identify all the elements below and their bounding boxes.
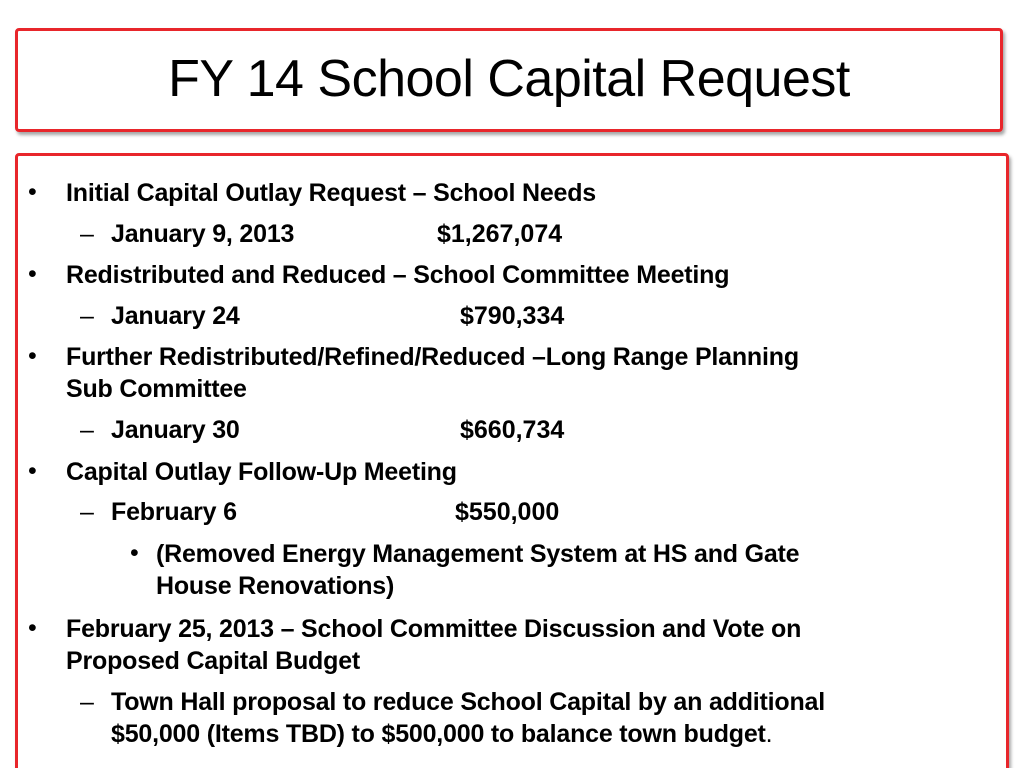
- bullet-icon: •: [28, 614, 37, 642]
- bullet-1: Initial Capital Outlay Request – School Needs: [66, 179, 597, 207]
- dash-icon: –: [80, 302, 94, 330]
- bullet-3-line-1: Further Redistributed/Refined/Reduced –Long Range Planning: [66, 343, 799, 371]
- bullet-3-line-2: Sub Committee: [66, 375, 247, 403]
- bullet-5-sub-line-1: Town Hall proposal to reduce School Capital by an additional: [111, 688, 826, 716]
- bullet-2-sub-date: January 24: [111, 302, 240, 330]
- bullet-5-line-2: Proposed Capital Budget: [66, 647, 361, 675]
- bullet-icon: •: [130, 539, 139, 567]
- dash-icon: –: [80, 416, 94, 444]
- bullet-icon: •: [28, 457, 37, 485]
- bullet-4: Capital Outlay Follow-Up Meeting: [66, 458, 457, 486]
- bullet-3-sub-amount: $660,734: [460, 416, 565, 444]
- bullet-icon: •: [28, 260, 37, 288]
- bullet-icon: •: [28, 178, 37, 206]
- bullet-5-line-1: February 25, 2013 – School Committee Discussion and Vote on: [66, 615, 802, 643]
- dash-icon: –: [80, 688, 94, 716]
- bullet-5-sub-line-2: [111, 718, 772, 750]
- slide-title: FY 14 School Capital Request: [168, 50, 850, 108]
- bullet-5-sub-period: .: [765, 720, 773, 748]
- bullet-2: Redistributed and Reduced – School Committee Meeting: [66, 261, 730, 289]
- dash-icon: –: [80, 498, 94, 526]
- bullet-4-note-line-2: House Renovations): [156, 572, 395, 600]
- dash-icon: –: [80, 220, 94, 248]
- bullet-5-sub-line-2-text: $50,000 (Items TBD) to $500,000 to balance town budget: [111, 720, 766, 748]
- bullet-1-sub-date: January 9, 2013: [111, 220, 295, 248]
- bullet-1-sub-amount: $1,267,074: [437, 220, 563, 248]
- bullet-4-sub-date: February 6: [111, 498, 237, 526]
- bullet-4-sub-amount: $550,000: [455, 498, 560, 526]
- bullet-icon: •: [28, 342, 37, 370]
- bullet-3-sub-date: January 30: [111, 416, 240, 444]
- bullet-4-note-line-1: (Removed Energy Management System at HS and Gate: [156, 540, 800, 568]
- bullet-2-sub-amount: $790,334: [460, 302, 565, 330]
